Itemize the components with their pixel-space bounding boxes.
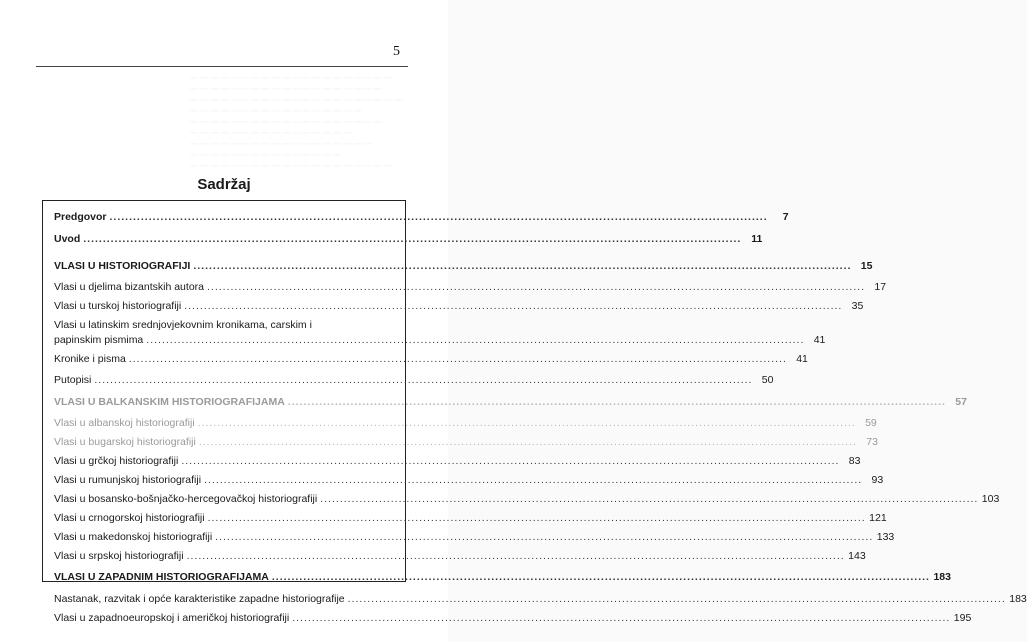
toc-entry-page: 59	[865, 417, 877, 429]
toc-leader-dots	[320, 492, 978, 507]
toc-entry-label: Vlasi u makedonskoj historiografiji	[54, 531, 213, 543]
toc-leader-dots	[215, 530, 873, 545]
toc-entry-label-line2: papinskim pismima	[54, 334, 144, 346]
toc-entry-label: Vlasi u bosansko-bošnjačko-hercegovačkoj historiografiji	[54, 493, 318, 505]
toc-leader-dots	[199, 435, 857, 450]
toc-entry[interactable]	[54, 280, 887, 295]
page-title: Sadržaj	[197, 176, 251, 193]
toc-entry-label: VLASI U BALKANSKIM HISTORIOGRAFIJAMA	[54, 396, 285, 408]
toc-entry-page: 183	[1009, 593, 1027, 605]
toc-entry[interactable]	[54, 435, 878, 450]
toc-leader-dots	[94, 373, 752, 388]
toc-leader-dots	[288, 395, 946, 410]
toc-leader-dots	[208, 511, 866, 526]
toc-entry[interactable]	[54, 416, 877, 431]
toc-leader-dots	[198, 416, 856, 431]
toc-entry-label: Vlasi u bugarskoj historiografiji	[54, 436, 196, 448]
toc-entry-label: VLASI U ZAPADNIM HISTORIOGRAFIJAMA	[54, 571, 269, 583]
toc-entry-label: Nastanak, razvitak i opće karakteristike zapadne historiografije	[54, 593, 345, 605]
toc-entry-label: Uvod	[54, 233, 81, 245]
toc-entry-page: 50	[761, 374, 774, 386]
toc-entry[interactable]	[54, 530, 895, 545]
toc-entry-label: VLASI U HISTORIOGRAFIJI	[54, 260, 191, 272]
toc-entry[interactable]	[54, 299, 864, 314]
toc-entry-page: 93	[871, 474, 884, 486]
toc-entry-page: 57	[955, 396, 967, 408]
toc-entry-label: Kronike i pisma	[54, 353, 126, 365]
toc-entry-label: Vlasi u zapadnoeuropskoj i američkoj historiografiji	[54, 612, 290, 624]
toc-entry[interactable]	[54, 352, 808, 367]
toc-leader-dots	[181, 454, 839, 469]
toc-entry[interactable]	[54, 373, 774, 388]
toc-leader-dots	[348, 592, 1006, 607]
toc-leader-dots	[184, 299, 842, 314]
toc-entry-page: 83	[848, 455, 861, 467]
page-number: 5	[393, 44, 400, 59]
toc-entry-page: 17	[874, 281, 887, 293]
toc-leader-dots	[110, 210, 768, 225]
toc-leader-dots	[187, 549, 845, 564]
toc-entry-label: Vlasi u srpskoj historiografiji	[54, 550, 184, 562]
toc-section-heading[interactable]	[54, 259, 873, 274]
toc-entry-page: 103	[981, 493, 1000, 505]
toc-entry-label: Vlasi u grčkoj historiografiji	[54, 455, 179, 467]
toc-entry[interactable]	[54, 232, 763, 247]
toc-leader-dots	[272, 570, 930, 585]
toc-section-heading[interactable]	[54, 570, 951, 585]
toc-entry-label-line1: Vlasi u latinskim srednjovjekovnim kronikama, carskim i	[54, 319, 312, 331]
toc-entry-label: Vlasi u crnogorskoj historiografiji	[54, 512, 205, 524]
toc-entry[interactable]	[54, 611, 972, 626]
table-of-contents	[54, 210, 1027, 626]
toc-entry-label: Predgovor	[54, 211, 107, 223]
toc-entry[interactable]	[54, 473, 884, 488]
toc-leader-dots	[83, 232, 741, 247]
toc-section-heading[interactable]	[54, 395, 967, 410]
toc-entry-page: 15	[860, 260, 873, 272]
toc-entry-label: Vlasi u turskoj historiografiji	[54, 300, 182, 312]
toc-entry[interactable]	[54, 454, 861, 469]
toc-entry[interactable]	[54, 592, 1027, 607]
toc-entry-page: 41	[796, 353, 808, 365]
toc-entry-page: 133	[876, 531, 895, 543]
toc-entry-label: Vlasi u albanskoj historiografiji	[54, 417, 195, 429]
toc-leader-dots	[204, 473, 862, 488]
toc-entry-page: 35	[851, 300, 864, 312]
toc-leader-dots	[207, 280, 865, 295]
toc-entry-page: 73	[866, 436, 878, 448]
toc-leader-dots	[129, 352, 787, 367]
toc-entry-page: 143	[848, 550, 866, 562]
toc-entry[interactable]	[54, 210, 789, 225]
toc-entry-page: 41	[813, 334, 826, 346]
toc-entry-label: Putopisi	[54, 374, 92, 386]
toc-entry-page: 195	[953, 612, 972, 624]
toc-entry-page: 11	[751, 233, 763, 245]
toc-leader-dots	[193, 259, 851, 274]
toc-leader-dots	[146, 333, 804, 348]
toc-entry-label: Vlasi u rumunjskoj historiografiji	[54, 474, 202, 486]
toc-entry-page: 7	[782, 211, 789, 223]
toc-entry[interactable]	[54, 492, 1000, 507]
toc-entry-page: 121	[869, 512, 887, 524]
bleed-through-texture: — — — — — — — — — — — — — — — — — — — — — — — — — — — — — — — — — — — — — — — — — — — — — — — — — — — — — — — — — — — — — — — — — — — — — — — — — — — — — — — — — — — — — — — — — — — — — — — — — — — — — — — — — — — — — — — — — — — — — — — — — — — — — — — — — — — — — — — — — — — — — — — — — — — — — — — — — — — — — — — — — — — — —	[190, 73, 403, 170]
toc-leader-dots	[292, 611, 950, 626]
header-rule	[36, 66, 408, 67]
toc-entry[interactable]	[54, 318, 826, 348]
toc-entry-label: Vlasi u djelima bizantskih autora	[54, 281, 204, 293]
toc-entry[interactable]	[54, 549, 866, 564]
toc-entry-page: 183	[933, 571, 951, 583]
toc-entry[interactable]	[54, 511, 887, 526]
